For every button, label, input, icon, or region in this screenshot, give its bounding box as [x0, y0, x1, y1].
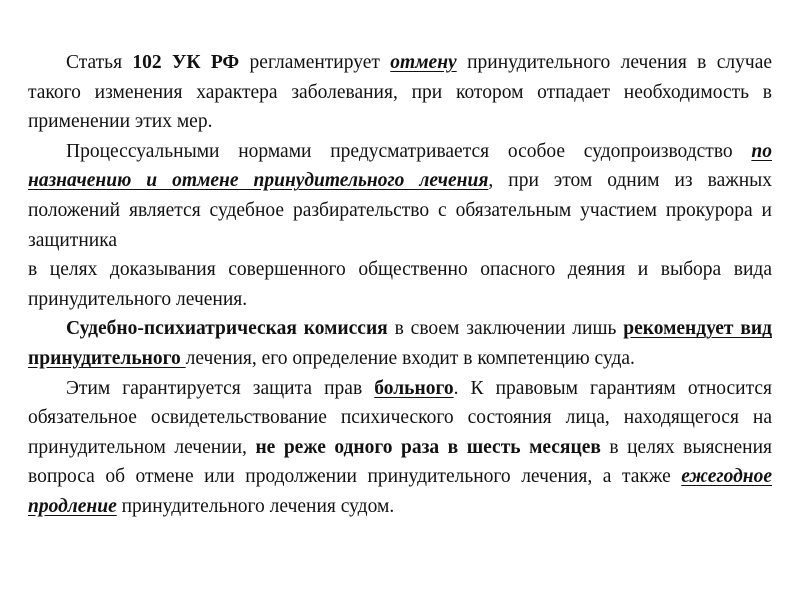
emphasis-assignment-cancellation: по назначению и отмене принудительного лечения [28, 140, 772, 192]
bold-commission: Судебно-психиатрическая комиссия [66, 318, 388, 340]
text-run: Статья [66, 52, 133, 73]
emphasis-recommends: рекомендует вид принудительного [28, 318, 772, 369]
text-run: , при этом одним из важных положений является судебное разбирательство с обязательным участием прокурора и защитника [28, 170, 772, 251]
text-run: принудительного лечения судом. [116, 495, 395, 517]
text-run: регламентирует [239, 52, 391, 73]
paragraph-commission [28, 314, 772, 373]
bold-six-months: не реже одного раза в шесть месяцев [255, 436, 601, 458]
text-run: лечения, его определение входит в компетенцию суда. [185, 347, 635, 369]
slide-text [28, 48, 772, 522]
text-run: в своем заключении лишь [387, 318, 624, 340]
paragraph-article-102 [28, 48, 772, 137]
bold-article-ref: 102 УК РФ [132, 52, 240, 73]
emphasis-cancellation: отмену [390, 52, 457, 73]
paragraph-purpose [28, 255, 772, 314]
text-run: . К правовым гарантиям относится обязательное освидетельствование психического состояния лица, находящегося на принудительном лечении, [28, 377, 772, 458]
text-run: в целях выяснения вопроса об отмене или продолжении принудительного лечения, а также [28, 436, 773, 488]
text-run: Этим гарантируется защита прав [66, 377, 375, 399]
paragraph-guarantees [28, 374, 772, 522]
text-run: в целях доказывания совершенного общественно опасного деяния и выбора вида принудительного лечения. [28, 259, 772, 310]
emphasis-patient: больного [374, 377, 454, 399]
text-run: Процессуальными нормами предусматривается особое судопроизводство [66, 140, 752, 162]
text-run: принудительного лечения в случае такого изменения характера заболевания, при котором отпадает необходимость в применении этих мер. [28, 52, 773, 133]
emphasis-annual-extension: ежегодное продление [28, 466, 772, 517]
paragraph-procedural-norms [28, 137, 772, 255]
